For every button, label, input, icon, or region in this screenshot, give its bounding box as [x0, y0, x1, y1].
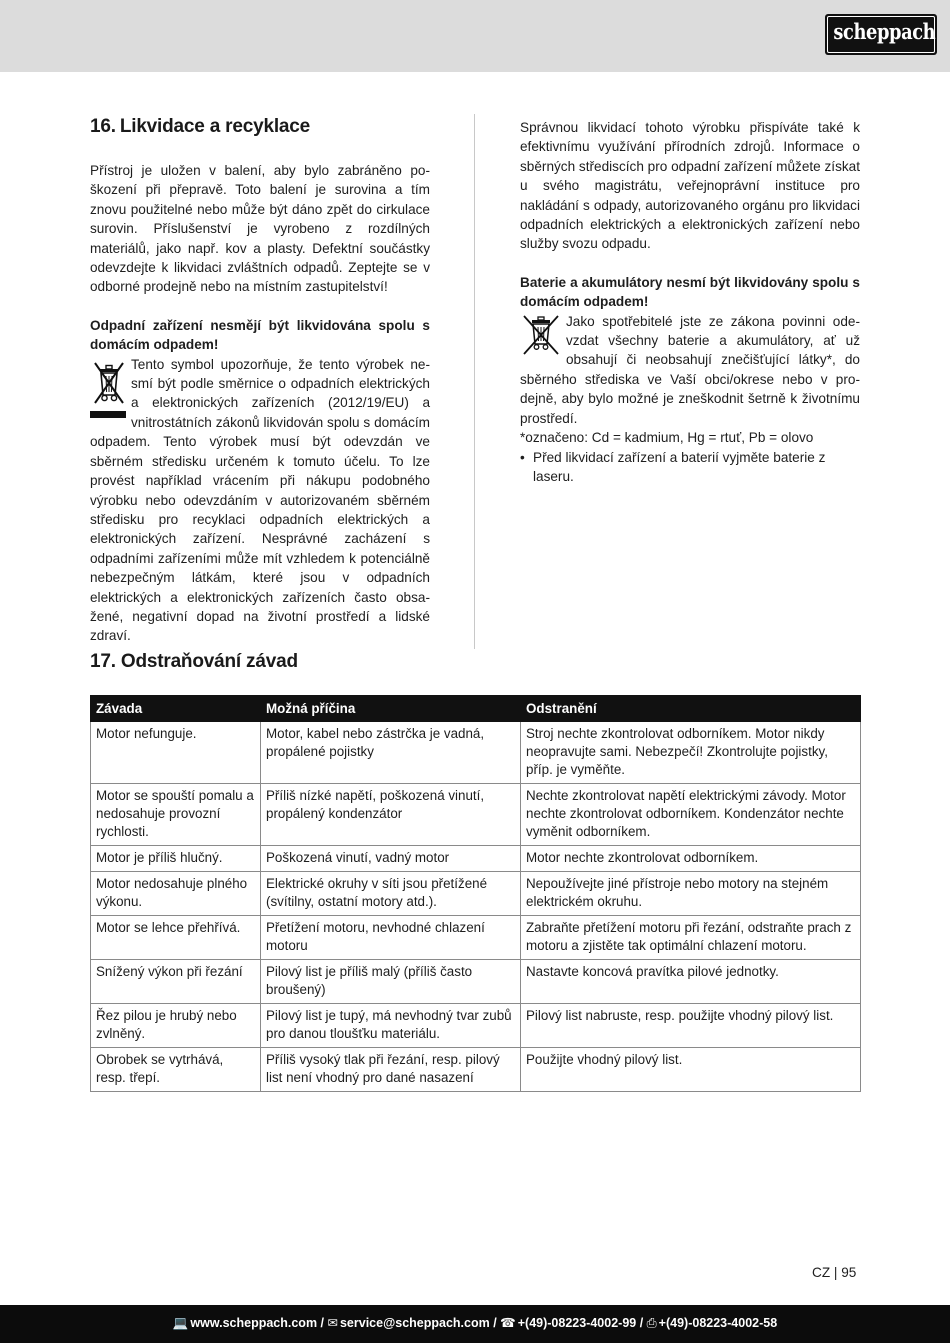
- section-16-title: [90, 116, 430, 138]
- cause-cell: Elektrické okruhy v síti jsou přetížené (svítilny, ostatní motory atd.).: [261, 872, 521, 916]
- fault-cell: Snížený výkon při řezání: [91, 960, 261, 1004]
- troubleshooting-table: [90, 695, 861, 1092]
- battery-bin-icon: [520, 314, 562, 354]
- battery-paragraph: Jako spotřebitelé jste ze zákona povinni odevzdat všechny baterie a akumulátory, ať už obsahují či neobsahují znečišťující látky*, do sběrného střediska ve Vaší obci/okrese nebo v prodejně, aby bylo možné je zneškodnit šetrně k životnímu prostředí.: [520, 313, 860, 426]
- table-row: [91, 960, 861, 1004]
- crossed-bin-icon: [90, 359, 128, 425]
- bullet-item: • Před likvidací zařízení a baterií vyjměte baterie z laseru.: [520, 448, 860, 487]
- remedy-cell: Nechte zkontrolovat napětí elektrickými závody. Motor nechte zkontrolovat odborníkem. Kondenzátor nechte vyměnit odborníkem.: [521, 784, 861, 846]
- spacer: [90, 297, 430, 316]
- remedy-cell: Motor nechte zkontrolovat odborníkem.: [521, 846, 861, 872]
- fault-cell: Motor nedosahuje plného výkonu.: [91, 872, 261, 916]
- weee-paragraph: Tento symbol upozorňuje, že tento výrobek nesmí být podle směrnice o odpadních elektrických a elektronických zařízeních (2012/19/EU) a vnitrostátních zákonů likvidován spolu s domácím odpadem. Tento výrobek musí být odevzdán ve sběrném středisku určeném k tomuto účelu. To lze provést například vrácením při nákupu podobného výrobku nebo odevzdáním v autorizovaném sběrném středisku pro recyklaci odpadních elektrických a elektronických zařízení. Nesprávné zacházení s odpadními zařízeními může mít vzhledem k potenciálně nebezpečným látkám, které jsou v odpadních elektrických a elektronických zařízeních často obsažené, negativní dopad na životní prostředí a lidské zdraví.: [90, 356, 430, 644]
- footer-phone: +(49)-08223-4002-99: [517, 1316, 637, 1330]
- logo-text: scheppach: [833, 19, 936, 44]
- mail-icon: ✉: [327, 1316, 338, 1330]
- weee-bar: [90, 411, 126, 418]
- column-divider: [474, 114, 475, 649]
- remedy-cell: Nepoužívejte jiné přístroje nebo motory na stejném elektrickém okruhu.: [521, 872, 861, 916]
- phone-icon: ☎: [500, 1316, 516, 1330]
- table-row: [91, 916, 861, 960]
- table-row: [91, 722, 861, 784]
- cause-cell: Příliš nízké napětí, poškozená vinutí, propálený kondenzátor: [261, 784, 521, 846]
- table-row: [91, 1048, 861, 1092]
- fax-icon: ⎙: [646, 1316, 657, 1330]
- battery-note: *označeno: Cd = kadmium, Hg = rtuť, Pb = olovo: [520, 430, 814, 446]
- footer-separator: /: [317, 1316, 328, 1330]
- remedy-cell: Stroj nechte zkontrolovat odborníkem. Motor nikdy neopravujte sami. Nebezpečí! Zkontrolujte pojistky, příp. je vyměňte.: [521, 722, 861, 784]
- left-column: [90, 112, 430, 646]
- remedy-cell: Pilový list nabruste, resp. použijte vhodný pilový list.: [521, 1004, 861, 1048]
- disposal-info-paragraph: Správnou likvidací tohoto výrobku přispíváte také k efektivnímu využívání přírodních zdrojů. Informace o sběrných střediscích pro odpadní zařízení můžete získat u svého magistrátu, veřejnoprávní instituce pro nakládání s odpady, autorizovaného orgánu pro likvidaci odpadních elektrických a elektronických zařízení nebo služby svozu odpadu.: [520, 120, 861, 252]
- battery-heading: Baterie a akumulátory nesmí být likvidovány spolu s domácím odpadem!: [520, 274, 860, 310]
- table-header-row: [91, 696, 861, 722]
- footer-bar: [0, 1305, 950, 1343]
- table-row: [91, 846, 861, 872]
- table-row: [91, 784, 861, 846]
- remedy-cell: Použijte vhodný pilový list.: [521, 1048, 861, 1092]
- packaging-paragraph: Přístroj je uložen v balení, aby bylo zabráněno poškození při přepravě. Toto balení je surovina a tím znovu použitelné nebo může být dáno zpět do cirkulace surovin. Příslušenství je vyrobeno z rozdílných materiálů, jako např. kov a plasty. Defektní součástky odevzdejte k likvidaci zvláštních odpadů. Zeptejte se v odborné prodejně nebo na místním zastupitelství!: [90, 163, 430, 295]
- table-row: [91, 1004, 861, 1048]
- remedy-cell: Zabraňte přetížení motoru při řezání, odstraňte prach z motoru a zjistěte tak optimální chlazení motoru.: [521, 916, 861, 960]
- fault-cell: Řez pilou je hrubý nebo zvlněný.: [91, 1004, 261, 1048]
- bullet-list: [520, 448, 860, 487]
- column-header-remedy: Odstranění: [521, 696, 861, 722]
- header-band: [0, 0, 950, 72]
- page-number: CZ | 95: [812, 1265, 857, 1280]
- footer-email-link[interactable]: service@scheppach.com: [339, 1316, 490, 1330]
- section-17-title: 17. Odstraňování závad: [90, 651, 298, 672]
- cause-cell: Motor, kabel nebo zástrčka je vadná, propálené pojistky: [261, 722, 521, 784]
- fault-cell: Motor nefunguje.: [91, 722, 261, 784]
- cause-cell: Poškozená vinutí, vadný motor: [261, 846, 521, 872]
- cause-cell: Přetížení motoru, nevhodné chlazení motoru: [261, 916, 521, 960]
- spacer: [520, 254, 860, 273]
- footer-separator: /: [636, 1316, 647, 1330]
- footer-website-link[interactable]: www.scheppach.com: [190, 1316, 318, 1330]
- right-column: [520, 118, 860, 486]
- scheppach-logo: [825, 14, 937, 55]
- weee-heading: Odpadní zařízení nesmějí být likvidována spolu s domácím odpadem!: [90, 317, 430, 353]
- section-title-text: Likvidace a recyklace: [119, 116, 310, 137]
- computer-icon: 💻: [172, 1316, 189, 1330]
- cause-cell: Příliš vysoký tlak při řezání, resp. pilový list není vhodný pro dané nasazení: [261, 1048, 521, 1092]
- footer-fax: +(49)-08223-4002-58: [658, 1316, 778, 1330]
- column-header-cause: Možná příčina: [261, 696, 521, 722]
- remedy-cell: Nastavte koncová pravítka pilové jednotky.: [521, 960, 861, 1004]
- fault-cell: Motor se lehce přehřívá.: [91, 916, 261, 960]
- fault-cell: Obrobek se vytrhává, resp. třepí.: [91, 1048, 261, 1092]
- section-number: 16.: [90, 116, 116, 137]
- column-header-fault: Závada: [91, 696, 261, 722]
- cause-cell: Pilový list je příliš malý (příliš často broušený): [261, 960, 521, 1004]
- fault-cell: Motor je příliš hlučný.: [91, 846, 261, 872]
- table-row: [91, 872, 861, 916]
- fault-cell: Motor se spouští pomalu a nedosahuje provozní rychlosti.: [91, 784, 261, 846]
- footer-separator: /: [489, 1316, 501, 1330]
- cause-cell: Pilový list je tupý, má nevhodný tvar zubů pro danou tloušťku materiálu.: [261, 1004, 521, 1048]
